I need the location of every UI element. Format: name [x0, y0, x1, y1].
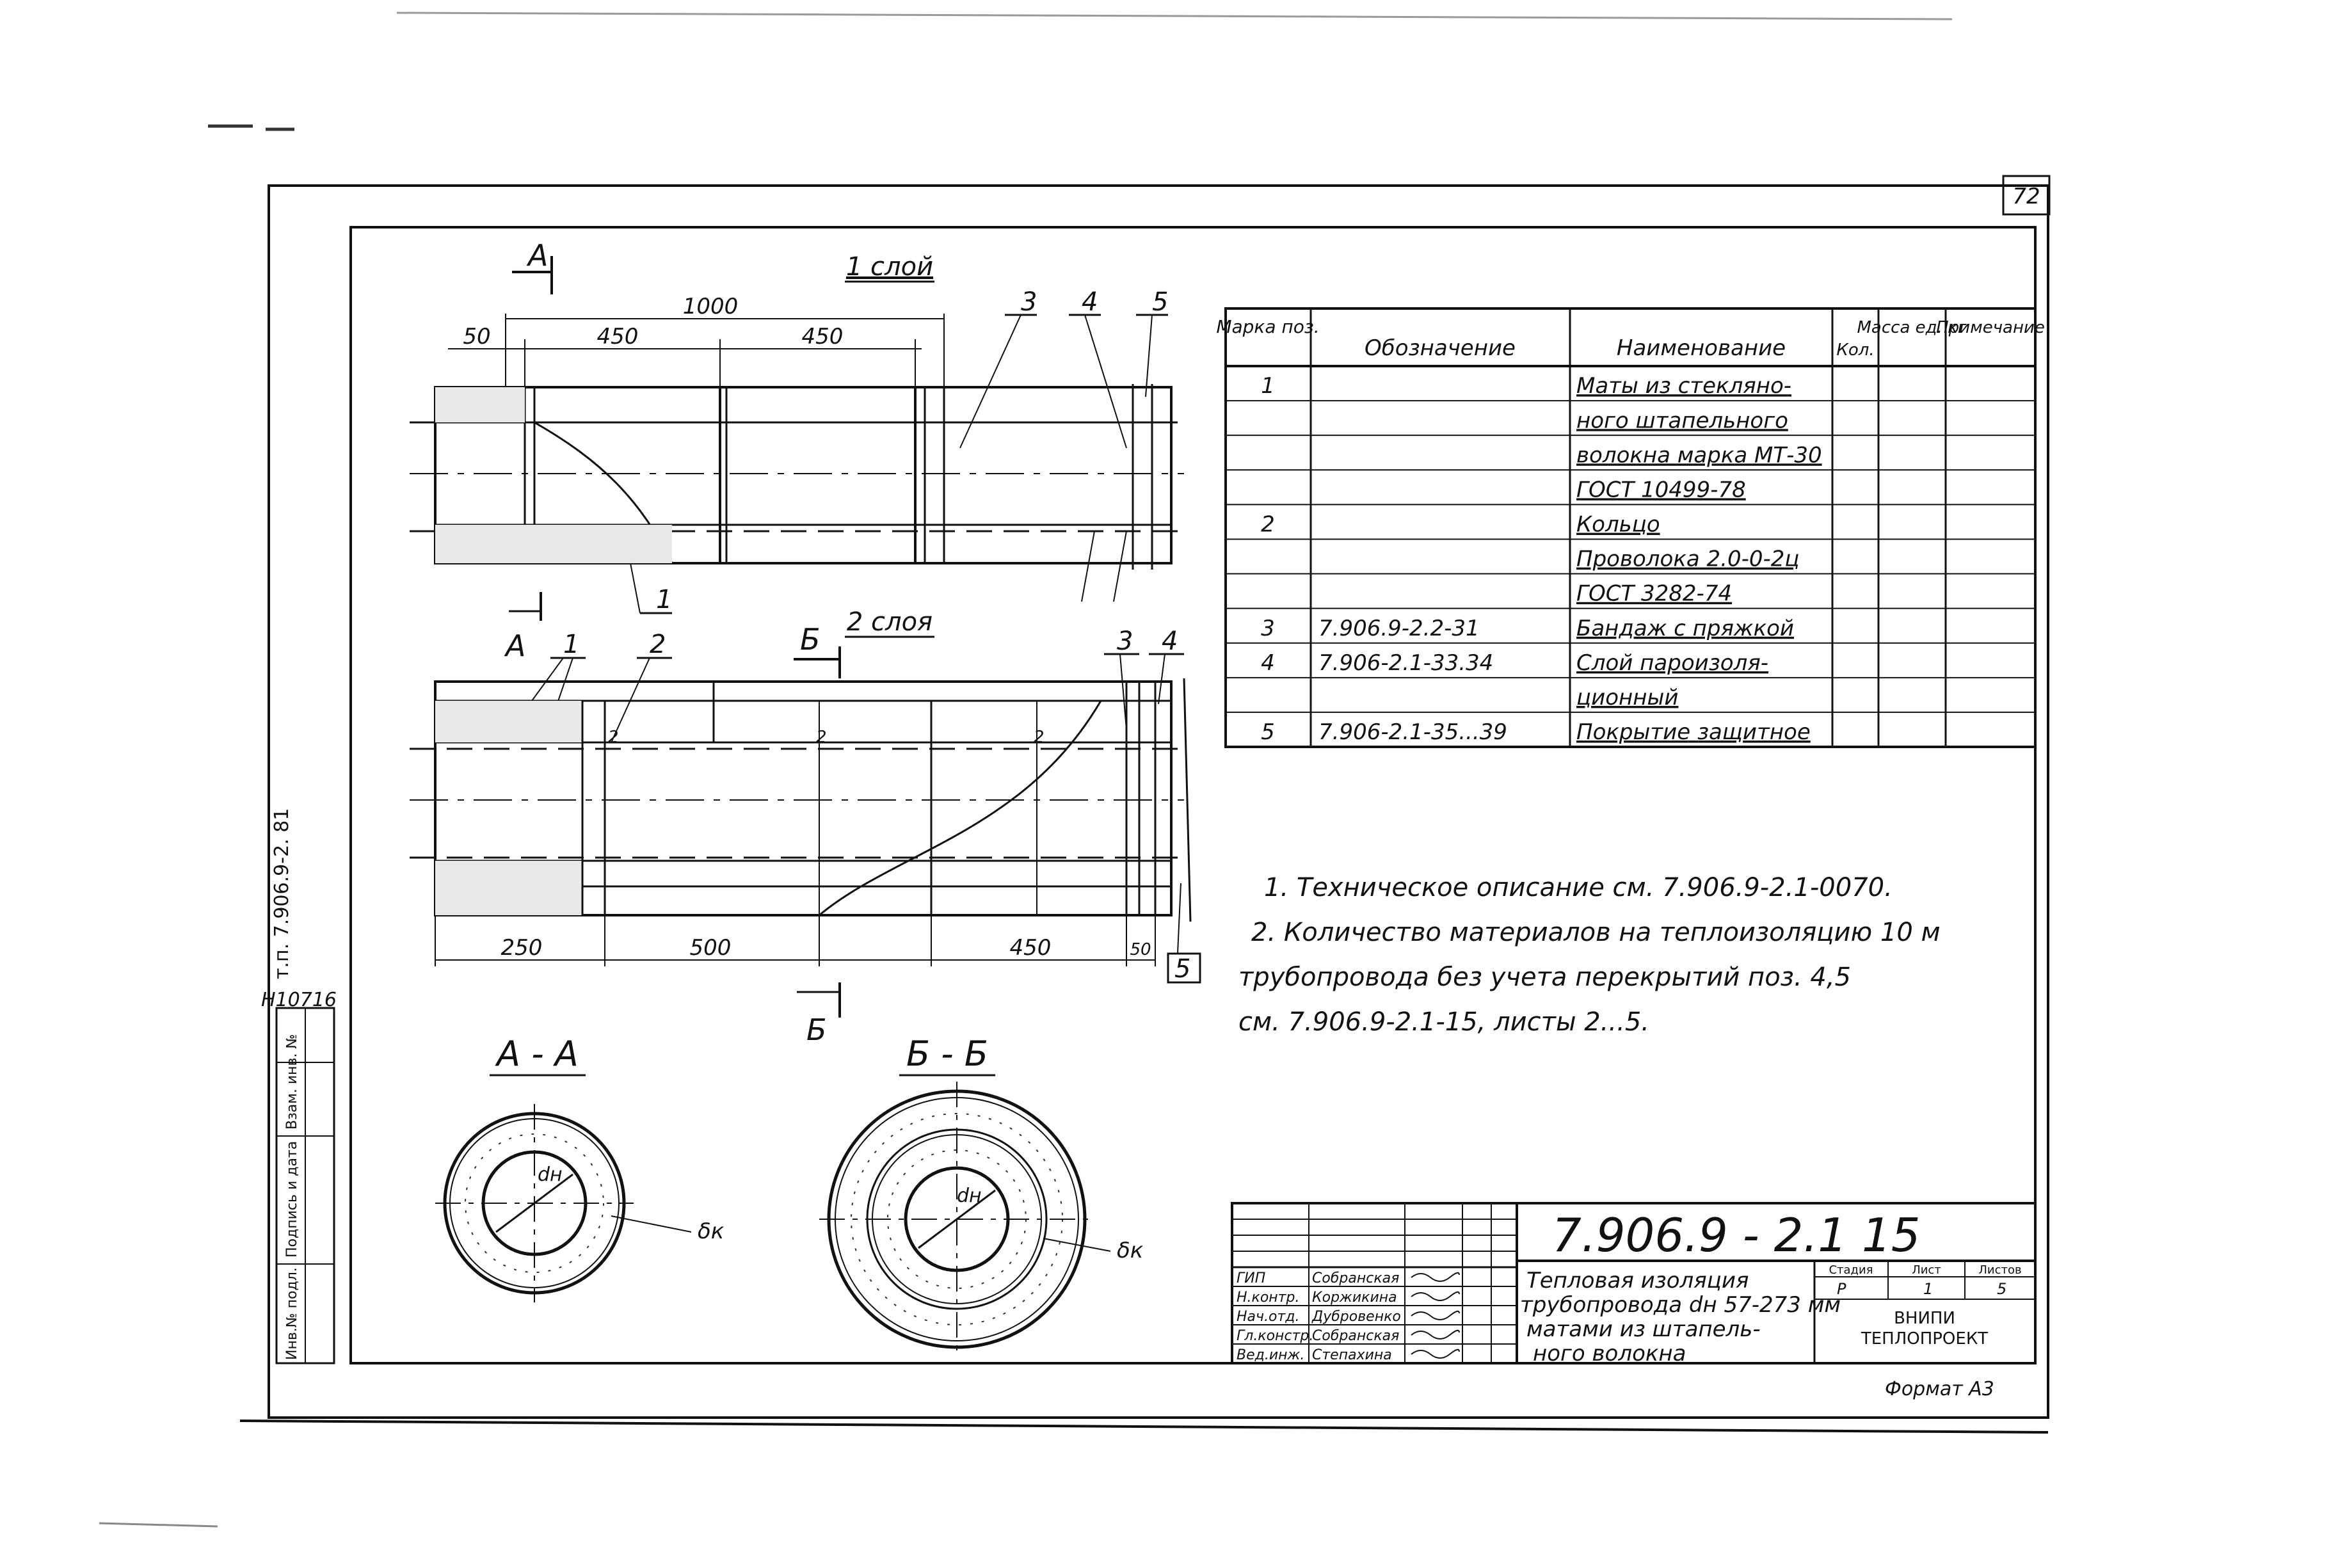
- title-line-3: матами из штапель-: [1526, 1316, 1761, 1342]
- outer-frame-bottom: [240, 1421, 2048, 1432]
- spec-cell-name: Проволока 2.0-0-2ц: [1576, 546, 1800, 572]
- signature: [1411, 1331, 1459, 1339]
- title-line-1: Тепловая изоляция: [1526, 1268, 1749, 1293]
- notes: [1238, 873, 1941, 1037]
- section-a-a-title: А - А: [497, 1034, 579, 1074]
- note-4: см. 7.906.9-2.1-15, листы 2...5.: [1238, 1007, 1649, 1037]
- spec-cell-name: Слой пароизоля-: [1576, 650, 1769, 676]
- tb-name: Собранская: [1312, 1328, 1400, 1344]
- note-1: 1. Техническое описание см. 7.906.9-2.1-0070.: [1264, 873, 1893, 902]
- tb-role: Н.контр.: [1237, 1290, 1300, 1306]
- title-block: [1232, 1203, 2035, 1366]
- sheet-value: 1: [1923, 1280, 1934, 1298]
- spec-cell-pos: 1: [1261, 373, 1275, 399]
- drawing-1-layer: [410, 238, 1184, 663]
- spec-header-designation: Обозначение: [1365, 335, 1516, 361]
- signature: [1411, 1350, 1459, 1358]
- page-number: 72: [2012, 184, 2040, 209]
- section-b-b: [819, 1034, 1144, 1357]
- note-3: трубопровода без учета перекрытий поз. 4,5: [1238, 963, 1851, 992]
- org-line-2: ТЕПЛОПРОЕКТ: [1861, 1329, 1989, 1348]
- spec-cell-name: Бандаж с пряжкой: [1576, 615, 1794, 641]
- doc-code: 7.906.9 - 2.1 15: [1552, 1208, 1921, 1262]
- spec-header-qty: Кол.: [1836, 340, 1875, 360]
- spec-header-note: Примечание: [1936, 318, 2045, 337]
- spec-header-pos: Марка поз.: [1216, 316, 1320, 337]
- callout-3-top: 3: [1021, 287, 1037, 317]
- tb-name: Дубровенко: [1312, 1309, 1401, 1325]
- dn-label-bb: dн: [957, 1185, 982, 1207]
- spec-cell-name: ционный: [1576, 685, 1679, 711]
- spec-cell-name: Покрытие защитное: [1576, 719, 1811, 746]
- section-mark-a-top: А: [528, 238, 548, 273]
- dn-label-aa: dн: [538, 1164, 563, 1186]
- sheet-label: Лист: [1912, 1263, 1941, 1277]
- dim-1000: 1000: [682, 294, 739, 319]
- spec-cell-designation: 7.906.9-2.2-31: [1318, 615, 1480, 641]
- spec-cell-name: ного штапельного: [1576, 408, 1788, 434]
- side-stamp-label-replace: Взам. инв. №: [284, 1034, 300, 1130]
- tb-role: Гл.констр.: [1237, 1328, 1314, 1344]
- spec-header-mass: Масса ед. кг: [1857, 318, 1967, 337]
- drawing-2-layers: [410, 607, 1200, 1047]
- dim-450-b: 450: [801, 324, 844, 349]
- side-stamp: [276, 1008, 334, 1363]
- callout-5-d2: 5: [1174, 954, 1191, 984]
- signature: [1411, 1292, 1459, 1300]
- callout-3-d2: 3: [1117, 627, 1133, 656]
- spec-cell-pos: 5: [1261, 719, 1275, 746]
- dim-450-a: 450: [597, 324, 639, 349]
- spec-cell-designation: 7.906-2.1-35...39: [1318, 719, 1507, 746]
- sheets-value: 5: [1997, 1280, 2007, 1298]
- side-stamp-label-inv: Инв.№ подл.: [284, 1267, 300, 1360]
- ring-tag-3: 2: [1034, 728, 1045, 747]
- stage-value: Р: [1837, 1280, 1846, 1298]
- callout-5-top: 5: [1152, 287, 1169, 317]
- format-label: Формат А3: [1885, 1378, 1994, 1400]
- spec-cell-name: ГОСТ 10499-78: [1576, 477, 1746, 503]
- spec-cell-name: Кольцо: [1576, 511, 1660, 538]
- section-b-b-title: Б - Б: [906, 1034, 988, 1074]
- dim-500: 500: [689, 935, 732, 961]
- spec-cell-pos: 2: [1261, 511, 1275, 538]
- spec-cell-pos: 3: [1261, 615, 1275, 641]
- section-mark-b-bottom: Б: [806, 1012, 827, 1047]
- stage-label: Стадия: [1829, 1263, 1873, 1277]
- tb-name: Коржикина: [1312, 1290, 1397, 1306]
- org-line-1: ВНИПИ: [1894, 1309, 1955, 1328]
- signature: [1411, 1273, 1459, 1281]
- callout-4-top: 4: [1082, 287, 1098, 317]
- dim-450: 450: [1009, 935, 1052, 961]
- dim-50-d2: 50: [1130, 940, 1151, 959]
- spec-cell-pos: 4: [1261, 650, 1275, 676]
- spec-cell-name: ГОСТ 3282-74: [1576, 580, 1733, 607]
- callout-1-d2: 1: [563, 630, 580, 659]
- delta-label-aa: δк: [698, 1219, 725, 1244]
- spec-cell-designation: 7.906-2.1-33.34: [1318, 650, 1494, 676]
- tb-name: Степахина: [1312, 1347, 1392, 1363]
- tb-role: Нач.отд.: [1237, 1309, 1300, 1325]
- spec-cell-name: волокна марка МТ-30: [1576, 442, 1822, 468]
- spec-cell-name: Маты из стекляно-: [1576, 373, 1792, 399]
- tb-name: Собранская: [1312, 1270, 1400, 1286]
- spec-header-name: Наименование: [1616, 335, 1786, 361]
- ring-tag-2: 2: [816, 728, 827, 747]
- tb-role: ГИП: [1237, 1270, 1266, 1286]
- section-a-a: [435, 1034, 725, 1302]
- section-mark-b-top: Б: [800, 622, 821, 657]
- dim-50: 50: [463, 324, 491, 349]
- scan-streak: [397, 13, 1952, 19]
- delta-label-bb: δк: [1117, 1238, 1144, 1263]
- ring-tag-1: 2: [608, 728, 619, 747]
- drawing-2-title: 2 слоя: [846, 607, 933, 637]
- side-stamp-label-sign: Подпись и дата: [284, 1140, 300, 1258]
- callout-2-d2: 2: [650, 630, 666, 659]
- drawing-1-title: 1 слой: [845, 252, 934, 282]
- callout-1-bottom: 1: [656, 585, 673, 614]
- signature: [1411, 1311, 1459, 1320]
- title-line-4: ного волокна: [1533, 1341, 1686, 1366]
- tb-role: Вед.инж.: [1237, 1347, 1305, 1363]
- inv-number: Н10716: [261, 989, 337, 1011]
- callout-4-d2: 4: [1162, 627, 1178, 656]
- scan-streak: [99, 1523, 218, 1526]
- title-line-2: трубопровода dн 57-273 мм: [1520, 1292, 1841, 1318]
- section-mark-a-bottom: А: [506, 628, 526, 663]
- side-code: т.п. 7.906.9-2. 81: [271, 808, 293, 979]
- note-2: 2. Количество материалов на теплоизоляцию 10 м: [1251, 918, 1941, 947]
- spec-table: [1216, 308, 2045, 747]
- dim-250: 250: [500, 935, 543, 961]
- sheets-label: Листов: [1978, 1263, 2022, 1277]
